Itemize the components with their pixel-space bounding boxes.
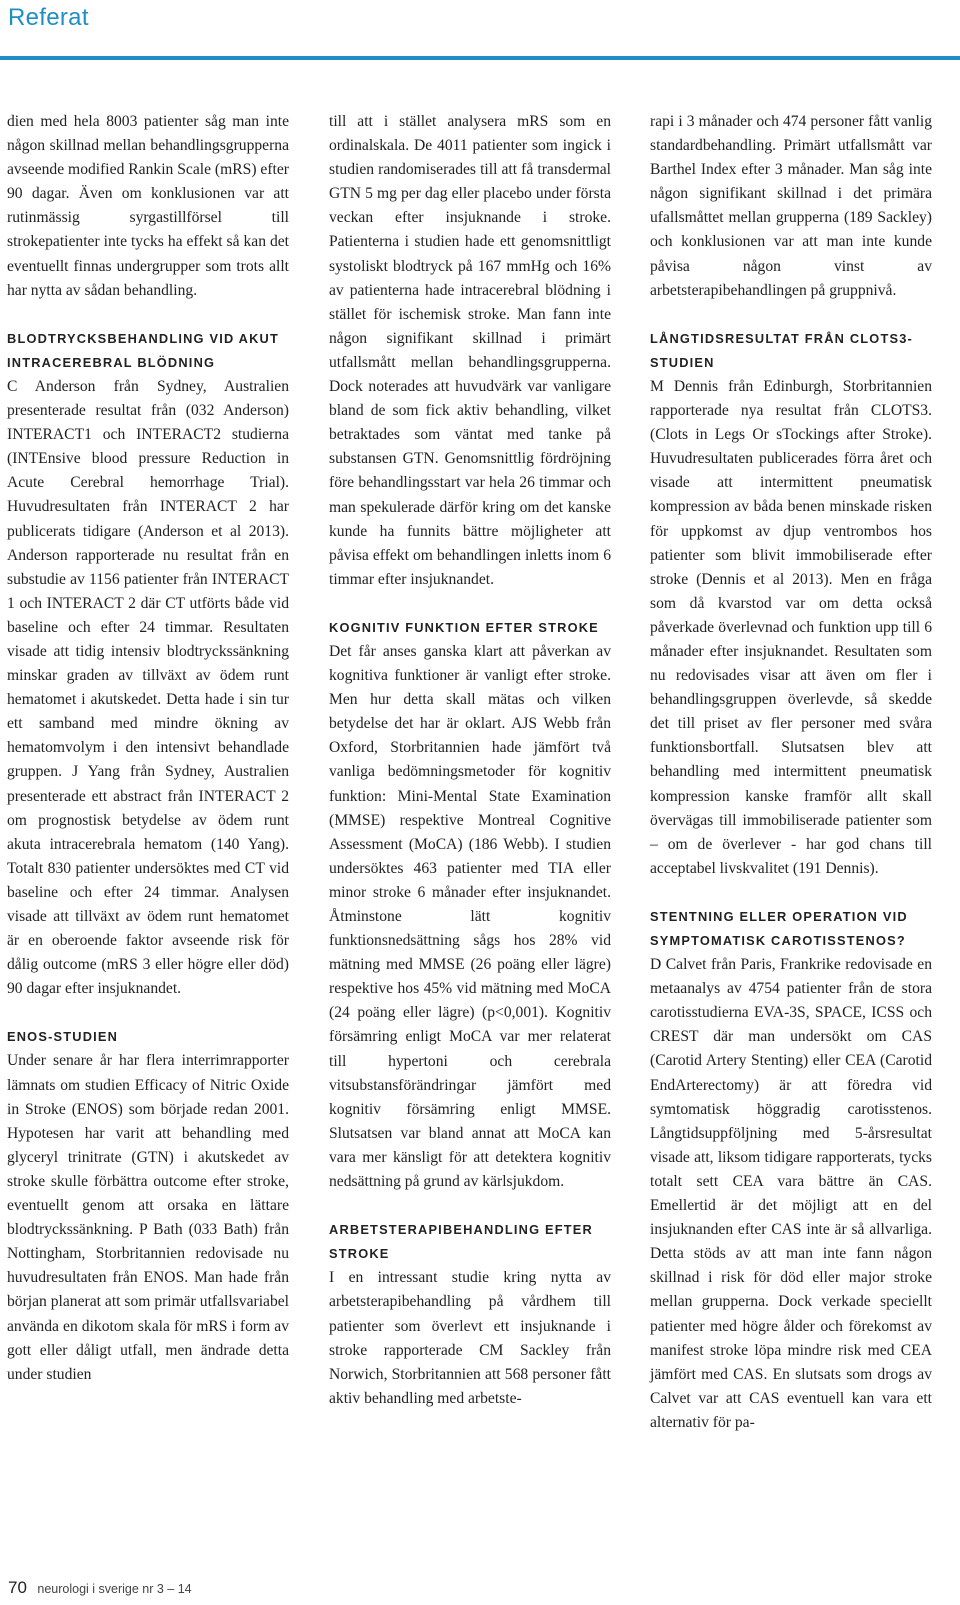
section-heading: STENTNING ELLER OPERATION VID SYMPTOMATISK CAROTISSTENOS? xyxy=(650,908,908,948)
article-column-3 xyxy=(650,110,932,1435)
body-paragraph: Under senare år har flera interrimrapporter lämnats om studien Efficacy of Nitric Oxide in Stroke (ENOS) som började redan 2001. Hypotesen har varit att behandling med glyceryl trinitrate (GTN) i akutskedet av stroke skulle förbättra outcome efter stroke, eventuellt genom att orsaka en lättare blodtryckssänkning. P Bath (033 Bath) från Nottingham, Storbritannien redovisade nu huvudresultaten från ENOS. Man hade från början planerat att som primär utfallsvariabel använda en dikotom skala för mRS i form av gott eller dåligt utfall, men ändrade detta under studien xyxy=(7,1052,289,1383)
page-footer xyxy=(8,1578,192,1598)
body-paragraph: I en intressant studie kring nytta av arbetsterapibehandling på vårdhem till patienter som överlevt ett insjuknande i stroke rapporterade CM Sackley från Norwich, Storbritannien att 568 personer fått aktiv behandling med arbetste- xyxy=(329,1269,611,1407)
body-paragraph: Det får anses ganska klart att påverkan av kognitiva funktioner är vanligt efter stroke. Men hur detta skall mätas och vilken betydelse det har är oklart. AJS Webb från Oxford, Storbritannien hade jämfört två vanliga bedömningsmetoder för kognitiv funktion: Mini-Mental State Examination (MMSE) respektive Montreal Cognitive Assessment (MoCA) (186 Webb). I studien undersöktes 463 patienter med TIA eller minor stroke 6 månader efter insjuknandet. Åtminstone lätt kognitiv funktionsnedsättning sågs hos 28% vid mätning med MMSE (26 poäng eller lägre) respektive hos 45% vid mätning med MoCA (24 poäng eller lägre) (p<0,001). Kognitiv försämring enligt MoCA var mer relaterat till hypertoni och cerebrala vitsubstansförändringar jämfört med kognitiv försämring enligt MMSE. Slutsatsen var bland annat att MoCA kan vara mer känsligt för att detektera kognitiv nedsättning på grund av kärlsjukdom. xyxy=(329,642,611,1191)
header-rule xyxy=(0,56,960,60)
section-heading: ARBETSTERAPIBEHANDLING EFTER STROKE xyxy=(329,1222,593,1262)
section-heading: LÅNGTIDSRESULTAT FRÅN CLOTS3-STUDIEN xyxy=(650,330,913,370)
article-column-2 xyxy=(329,110,611,1411)
section-title: Referat xyxy=(8,4,89,31)
section-heading: KOGNITIV FUNKTION EFTER STROKE xyxy=(329,619,599,635)
page-number: 70 xyxy=(8,1578,27,1597)
body-paragraph: rapi i 3 månader och 474 personer fått vanlig standardbehandling. Primärt utfallsmått var Barthel Index efter 3 månader. Man såg inte någon signifikant skillnad i det primära ufallsmåttet mellan grupperna (189 Sackley) och konklusionen var att man inte kunde påvisa någon vinst av arbetsterapibehandlingen på gruppnivå. xyxy=(650,113,932,299)
body-paragraph: C Anderson från Sydney, Australien presenterade resultat från (032 Anderson) INTERACT1 och INTERACT2 studierna (INTEnsive blood pressure Reduction in Acute Cerebral hemorrhage Trial). Huvudresultaten från INTERACT 2 har publicerats tidigare (Anderson et al 2013). Anderson rapporterade nu resultat från en substudie av 1156 patienter från INTERACT 1 och INTERACT 2 där CT utförts både vid baseline och efter 24 timmar. Resultaten visade att tidig intensiv blodtryckssänkning minskar graden av tillväxt av ödem runt hematomet i akutskedet. Detta hade i sin tur ett samband med mindre ökning av hematomvolym i den intensivt behandlade gruppen. J Yang från Sydney, Australien presenterade ett abstract från INTERACT 2 om prognostisk betydelse av ödem runt akuta intracerebrala hematom (140 Yang). Totalt 830 patienter undersöktes med CT vid baseline och efter 24 timmar. Analysen visade att tillväxt av ödem runt hematomet är en oberoende faktor avseende risk för dålig outcome (mRS 3 eller högre eller död) 90 dagar efter insjuknandet. xyxy=(7,377,289,998)
body-paragraph: M Dennis från Edinburgh, Storbritannien rapporterade nya resultat från CLOTS3. (Clots in Legs Or sTockings after Stroke). Huvudresultaten publicerades förra året och visade att intermittent pneumatisk kompression av båda benen minskade risken för uppkomst av djup ventrombos hos patienter som blivit immobiliserade efter stroke (Dennis et al 2013). Men en fråga som då kvarstod var om detta också påverkade överlevnad och funktion upp till 6 månader efter insjuknandet. Resultaten som nu redovisades visar att även om fler i behandlingsgruppen överlevde, så skedde det till priset av fler personer med svåra funktionsbortfall. Slutsatsen blev att behandling med intermittent pneumatisk kompression kanske framför allt skall övervägas till immobiliserade patienter som – om de överlever - har god chans till acceptabel livskvalitet (191 Dennis). xyxy=(650,377,932,877)
section-heading: ENOS-STUDIEN xyxy=(7,1029,119,1045)
body-paragraph: till att i stället analysera mRS som en ordinalskala. De 4011 patienter som ingick i studien randomiserades till att få transdermal GTN 5 mg per dag eller placebo under första veckan efter insjuknande i stroke. Patienterna i studien hade ett genomsnittligt systoliskt blodtryck på 167 mmHg och 16% av patienterna hade intracerebral blödning i stället för ischemisk stroke. Man fann inte någon signifikant skillnad i primärt utfallsmått mellan behandlingsgrupperna. Dock noterades att huvudvärk var vanligare bland de som fick aktiv behandling, vilket betraktades som väntat med tanke på substansen GTN. Genomsnittlig fördröjning före behandlingsstart var hela 26 timmar och man spekulerade därför kring om det kanske kunde ha funnits bättre möjligheter att påvisa effekt om behandlingen inletts inom 6 timmar efter insjuknandet. xyxy=(329,113,611,588)
article-column-1 xyxy=(7,110,289,1387)
body-paragraph: dien med hela 8003 patienter såg man inte någon skillnad mellan behandlingsgrupperna avseende modified Rankin Scale (mRS) efter 90 dagar. Även om konklusionen var att rutinmässig syrgastillförsel till strokepatienter inte tycks ha effekt så kan det eventuellt finnas undergrupper som trots allt har nytta av sådan behandling. xyxy=(7,113,289,299)
body-paragraph: D Calvet från Paris, Frankrike redovisade en metaanalys av 4754 patienter från de stora carotisstudierna EVA-3S, SPACE, ICSS och CREST där man undersökt om CAS (Carotid Artery Stenting) eller CEA (Carotid EndArterectomy) är att föredra vid symtomatisk höggradig carotisstenos. Långtidsuppföljning med 5-årsresultat visade att, liksom tidigare rapporterats, tycks totalt sett CEA vara bättre än CAS. Emellertid är det möjligt att en del insjuknanden efter CAS inte är så allvarliga. Detta stöds av att man inte fann någon skillnad i risk för död eller major stroke mellan grupperna. Dock verkade speciellt patienter med högre ålder och förekomst av manifest stroke löpa mindre risk med CEA jämfört med CAS. En slutsats som drogs av Calvet var att CAS eventuell kan vara ett alternativ för pa- xyxy=(650,956,932,1431)
publication-name: neurologi i sverige nr 3 – 14 xyxy=(37,1582,192,1596)
section-heading: BLODTRYCKSBEHANDLING VID AKUT INTRACEREBRAL BLÖDNING xyxy=(7,330,280,370)
